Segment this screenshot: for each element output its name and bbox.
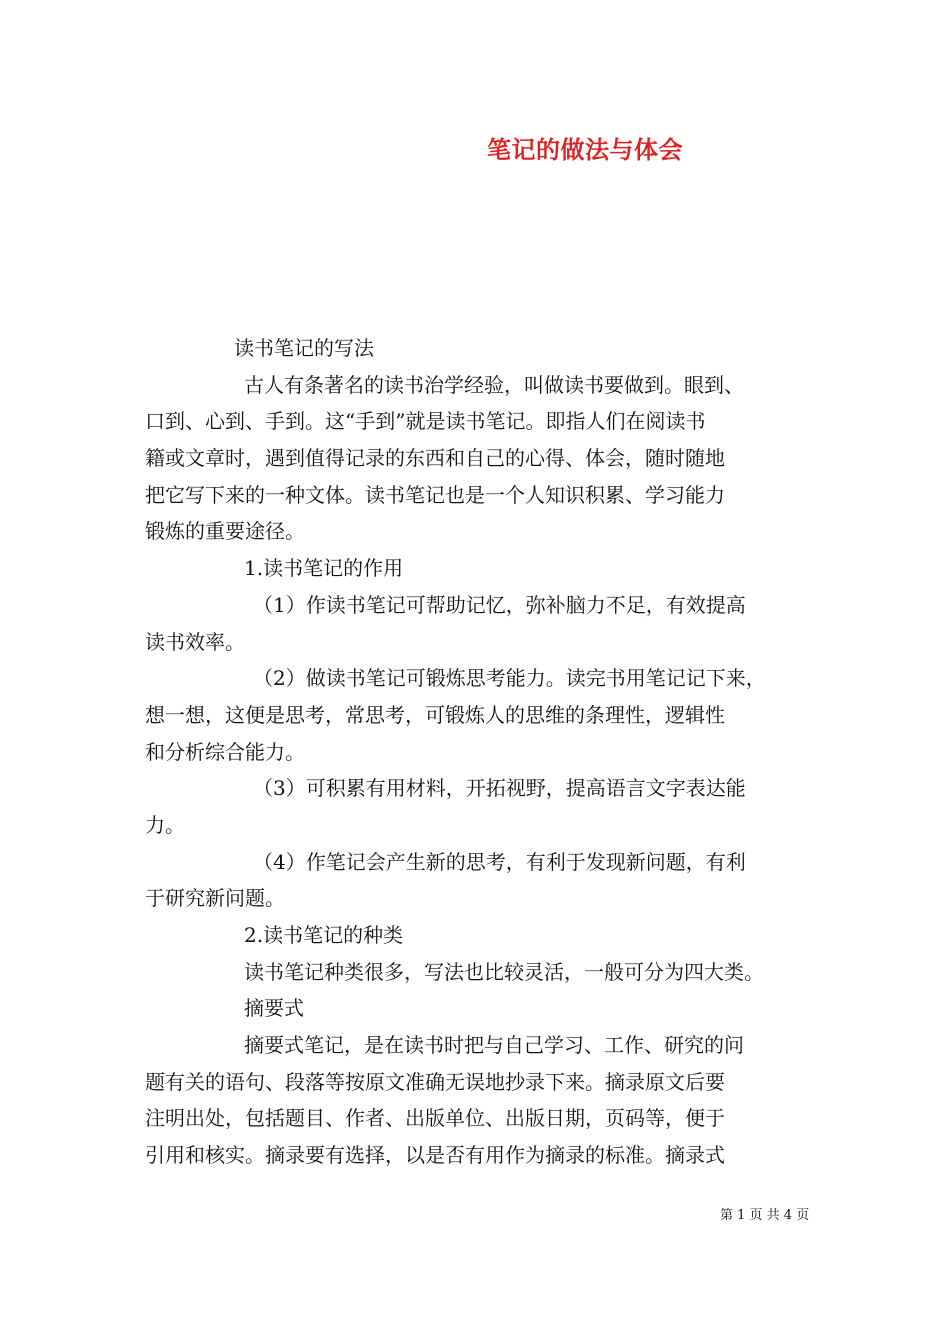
paragraph-line: 摘要式笔记，是在读书时把与自己学习、工作、研究的问 bbox=[244, 1033, 744, 1058]
paragraph-line: （1）作读书笔记可帮助记忆，弥补脑力不足，有效提高 bbox=[253, 592, 746, 617]
subsection-heading: 摘要式 bbox=[244, 996, 304, 1021]
paragraph-line: 题有关的语句、段落等按原文准确无误地抄录下来。摘录原文后要 bbox=[145, 1069, 725, 1094]
paragraph-line: 锻炼的重要途径。 bbox=[145, 519, 305, 544]
page-title: 笔记的做法与体会 bbox=[487, 135, 683, 164]
paragraph-line: （3）可积累有用材料，开拓视野，提高语言文字表达能 bbox=[253, 776, 746, 801]
paragraph-line: 籍或文章时，遇到值得记录的东西和自己的心得、体会，随时随地 bbox=[145, 446, 725, 471]
paragraph-line: （4）作笔记会产生新的思考，有利于发现新问题，有利 bbox=[253, 849, 746, 874]
paragraph-line: 于研究新问题。 bbox=[145, 886, 285, 911]
paragraph-line: 力。 bbox=[145, 812, 185, 837]
paragraph-line: 和分析综合能力。 bbox=[145, 739, 305, 764]
paragraph-line: 口到、心到、手到。这“手到”就是读书笔记。即指人们在阅读书 bbox=[145, 409, 706, 434]
paragraph-line: 把它写下来的一种文体。读书笔记也是一个人知识积累、学习能力 bbox=[145, 482, 725, 507]
paragraph-line: 引用和核实。摘录要有选择，以是否有用作为摘录的标准。摘录式 bbox=[145, 1143, 725, 1168]
paragraph-line: 注明出处，包括题目、作者、出版单位、出版日期，页码等，便于 bbox=[145, 1106, 725, 1131]
subsection-heading: 1.读书笔记的作用 bbox=[244, 556, 404, 581]
paragraph-line: 古人有条著名的读书治学经验，叫做读书要做到。眼到、 bbox=[244, 372, 744, 397]
paragraph-line: 读书效率。 bbox=[145, 629, 245, 654]
section-heading: 读书笔记的写法 bbox=[234, 336, 374, 360]
page-footer: 第 1 页 共 4 页 bbox=[720, 1208, 810, 1223]
paragraph-line: （2）做读书笔记可锻炼思考能力。读完书用笔记记下来， bbox=[253, 666, 766, 691]
body-text bbox=[145, 330, 810, 1174]
paragraph-line: 读书笔记种类很多，写法也比较灵活，一般可分为四大类。 bbox=[244, 959, 764, 984]
paragraph-line: 想一想，这便是思考，常思考，可锻炼人的思维的条理性，逻辑性 bbox=[145, 702, 725, 727]
subsection-heading: 2.读书笔记的种类 bbox=[244, 923, 404, 947]
